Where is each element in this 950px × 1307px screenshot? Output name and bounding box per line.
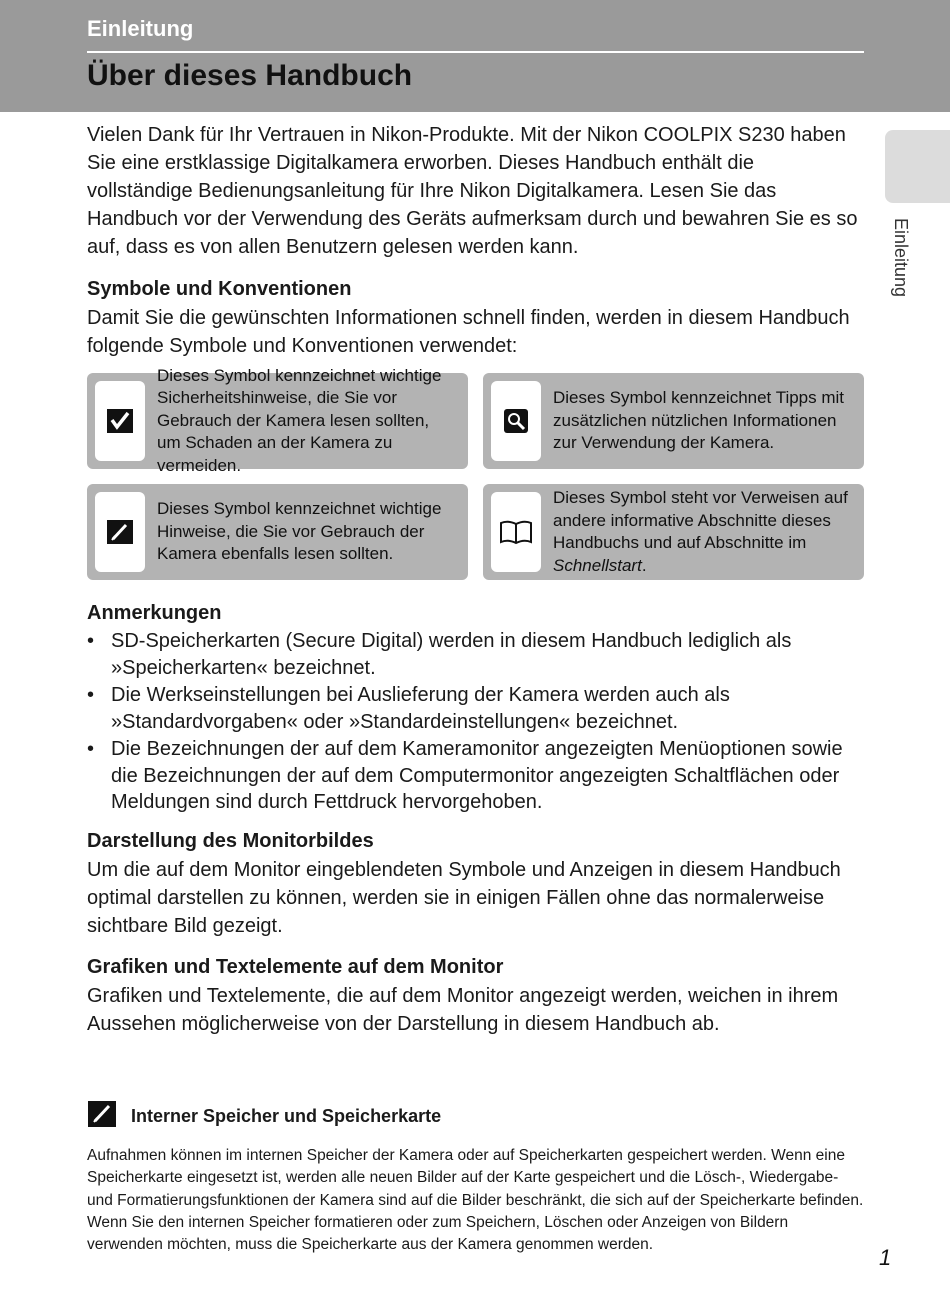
symbol-desc-tip: Dieses Symbol kennzeichnet Tipps mit zusätzlichen nützlichen Informationen zur Verwendung der Kamera.: [553, 388, 845, 453]
memory-note: [87, 1100, 865, 1256]
list-item: • SD-Speicherkarten (Secure Digital) werden in diesem Handbuch lediglich als »Speicherkarten« bezeichnet.: [87, 628, 865, 681]
header-rule: [87, 51, 864, 53]
memory-note-title-row: [87, 1100, 865, 1133]
notes-list: [87, 628, 865, 816]
main-content: [87, 121, 865, 1038]
chapter-side-tab[interactable]: [885, 130, 950, 203]
list-item: • Die Bezeichnungen der auf dem Kameramonitor angezeigten Menüoptionen sowie die Bezeichnungen der auf dem Computermonitor angezeigten Schaltflächen oder Meldungen sind durch Fettdruck hervorgehoben.: [87, 736, 865, 816]
list-item: • Die Werkseinstellungen bei Auslieferung der Kamera werden auch als »Standardvorgaben« oder »Standardeinstellungen« bezeichnet.: [87, 682, 865, 735]
note-pencil-icon: [87, 1100, 117, 1133]
reference-text: Dieses Symbol steht vor Verweisen auf andere informative Abschnitte dieses Handbuchs und auf Abschnitte im: [553, 488, 848, 552]
symbol-desc-caution: Dieses Symbol kennzeichnet wichtige Sicherheitshinweise, die Sie vor Gebrauch der Kamera lesen sollten, um Schaden an der Kamera zu vermeiden.: [157, 365, 442, 475]
notes-heading: Anmerkungen: [87, 602, 222, 624]
chapter-side-label: Einleitung: [891, 218, 911, 298]
symbol-box-tip: [483, 373, 864, 469]
symbol-desc-note: Dieses Symbol kennzeichnet wichtige Hinweise, die Sie vor Gebrauch der Kamera ebenfalls lesen sollten.: [157, 499, 442, 564]
quickstart-ref: Schnellstart: [553, 555, 642, 575]
check-caution-icon: [95, 381, 145, 461]
note-pencil-icon: [95, 492, 145, 572]
page-title: Über dieses Handbuch: [87, 59, 413, 92]
graphics-heading: Grafiken und Textelemente auf dem Monitor: [87, 955, 504, 978]
page-number: 1: [879, 1245, 892, 1270]
chapter-header: [0, 0, 950, 112]
section-label: Einleitung: [87, 16, 194, 41]
symbol-box-note: [87, 484, 468, 580]
reference-end: .: [641, 555, 647, 575]
symbol-box-caution: [87, 365, 468, 475]
monitor-heading: Darstellung des Monitorbildes: [87, 829, 374, 852]
memory-note-title: Interner Speicher und Speicherkarte: [131, 1106, 442, 1126]
tip-icon: [491, 381, 541, 461]
memory-note-text: Aufnahmen können im internen Speicher der Kamera oder auf Speicherkarten gespeichert werden. Wenn eine Speicherkarte eingesetzt ist, werden alle neuen Bilder auf der Karte gespeichert und die Lösch-, Wiedergabe- und Formatierungsfunktionen der Kamera sind auf die Bilder beschränkt, die sich auf der Speicherkarte befinden. Wenn Sie den internen Speicher formatieren oder zum Speichern, Löschen oder Anzeigen von Bildern verwenden möchten, muss die Speicherkarte aus der Kamera genommen werden.: [87, 1147, 864, 1254]
open-book-icon: [491, 492, 541, 572]
symbols-text: Damit Sie die gewünschten Informationen schnell finden, werden in diesem Handbuch folgende Symbole und Konventionen verwendet:: [87, 307, 850, 357]
symbol-box-reference: [483, 484, 864, 580]
graphics-text: Grafiken und Textelemente, die auf dem Monitor angezeigt werden, weichen in ihrem Aussehen möglicherweise von der Darstellung in diesem Handbuch ab.: [87, 984, 839, 1035]
symbols-heading: Symbole und Konventionen: [87, 278, 352, 300]
monitor-text: Um die auf dem Monitor eingeblendeten Symbole und Anzeigen in diesem Handbuch optimal darstellen zu können, werden sie in einigen Fällen ohne das normalerweise sichtbare Bild gezeigt.: [87, 858, 841, 937]
intro-paragraph: Vielen Dank für Ihr Vertrauen in Nikon-Produkte. Mit der Nikon COOLPIX S230 haben Sie eine erstklassige Digitalkamera erworben. Dieses Handbuch enthält die vollständige Bedienungsanleitung für Ihre Nikon Digitalkamera. Lesen Sie das Handbuch vor der Verwendung des Geräts aufmerksam durch und bewahren Sie es so auf, dass es von allen Benutzern gelesen werden kann.: [87, 124, 858, 258]
symbol-grid: [87, 365, 865, 580]
symbol-desc-reference: [553, 487, 853, 577]
